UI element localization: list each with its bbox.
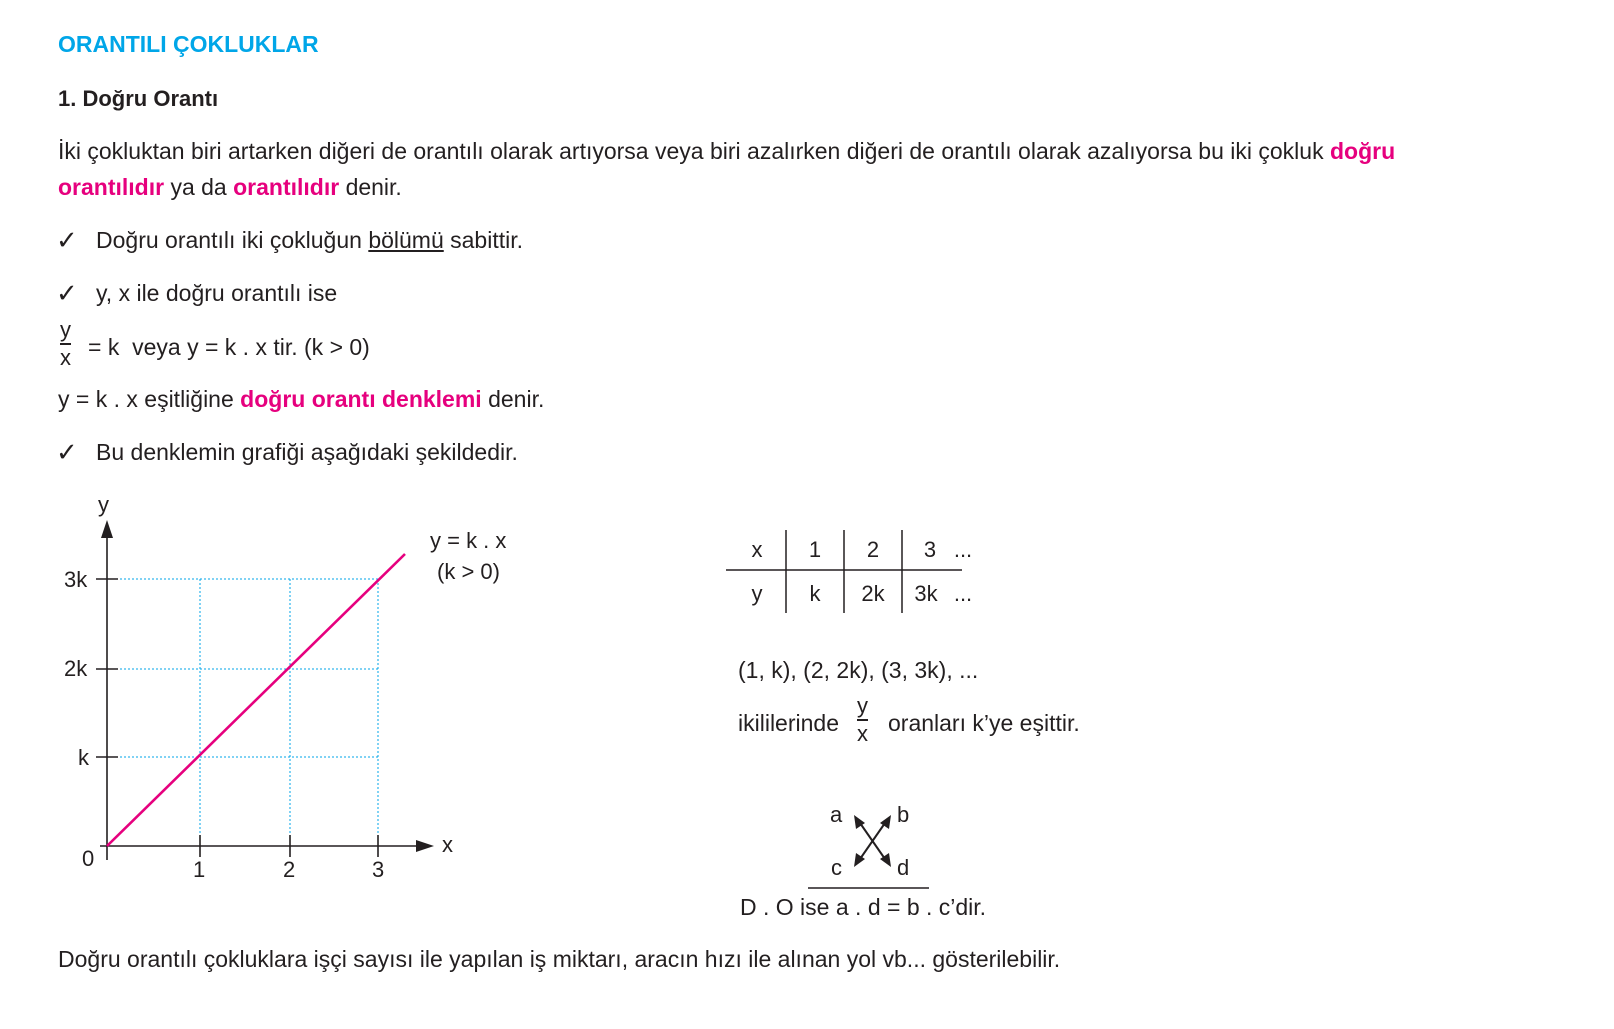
intro-highlight-orantilidir-2: orantılıdır (233, 174, 340, 200)
y-tick-label-2k: 2k (64, 656, 88, 681)
table-ellipsis: ... (953, 537, 973, 562)
intro-line-1 (58, 136, 1395, 166)
table-ellipsis: ... (953, 581, 973, 606)
check-icon: ✓ (56, 225, 78, 255)
cross-label-d: d (897, 855, 910, 880)
x-tick-label-3: 3 (372, 857, 385, 882)
table-cell: 3k (914, 581, 938, 606)
bullet-1-text: Doğru orantılı iki çokluğun (96, 227, 362, 253)
ratio-numerator: y (857, 693, 868, 718)
cross-arrows (860, 823, 885, 859)
x-tick-label-1: 1 (193, 857, 206, 882)
formula-fraction (60, 318, 71, 370)
y-tick-label-3k: 3k (64, 567, 88, 592)
y-axis-arrow-icon (101, 520, 113, 538)
equation-text: y = k . x eşitliğine (58, 386, 234, 412)
cross-label-c: c (831, 855, 842, 880)
intro-highlight-dogru: doğru (1329, 138, 1396, 164)
value-table (720, 525, 990, 620)
intro-text-denir: denir. (345, 174, 402, 200)
ratio-text-before: ikililerinde (738, 710, 839, 736)
check-icon: ✓ (56, 437, 78, 467)
intro-text: İki çokluktan biri artarken diğeri de orantılı olarak artıyorsa veya biri azalırken diğeri de orantılı olarak azalıyorsa bu iki çokluk (58, 138, 1324, 164)
formula-text: = k veya y = k . x tir. (k > 0) (88, 334, 370, 360)
line-condition-label: (k > 0) (437, 559, 500, 584)
line-label: y = k . x (430, 528, 507, 553)
check-icon: ✓ (56, 278, 78, 308)
bullet-1-underlined: bölümü (368, 227, 444, 253)
intro-line-2 (58, 172, 402, 202)
intro-highlight-orantilidir-1: orantılıdır (58, 174, 165, 200)
table-header-x: x (751, 537, 763, 562)
ratio-text-after: oranları k’ye eşittir. (888, 710, 1080, 736)
proportion-graph (0, 480, 560, 900)
equation-after: denir. (488, 386, 545, 412)
table-cell: 2 (866, 537, 880, 562)
pairs-text: (1, k), (2, 2k), (3, 3k), ... (738, 657, 979, 683)
subtitle: 1. Doğru Orantı (58, 86, 219, 111)
table-cell: 2k (861, 581, 885, 606)
x-tick-label-2: 2 (283, 857, 296, 882)
table-header-y: y (751, 581, 763, 606)
bullet-3: Bu denklemin grafiği aşağıdaki şekildedir. (96, 439, 518, 465)
equation-highlight: doğru orantı denklemi (240, 386, 482, 412)
table-cell: k (809, 581, 821, 606)
x-axis-arrow-icon (416, 840, 434, 852)
ratio-fraction (857, 694, 868, 746)
bullet-1-after: sabittir. (450, 227, 524, 253)
intro-text-ya-da: ya da (170, 174, 227, 200)
cross-caption: D . O ise a . d = b . c’dir. (740, 894, 987, 920)
x-axis-label: x (442, 832, 453, 857)
cross-label-b: b (897, 802, 910, 827)
formula-denominator: x (60, 344, 71, 370)
table-cell: 3 (923, 537, 937, 562)
origin-label: 0 (82, 846, 95, 871)
bullet-2: y, x ile doğru orantılı ise (96, 280, 338, 306)
y-axis-label: y (98, 492, 109, 517)
ratio-denominator: x (857, 720, 868, 746)
section-title: ORANTILI ÇOKLUKLAR (58, 31, 319, 57)
equation-line (58, 384, 544, 414)
cross-multiplication-diagram (800, 795, 940, 895)
footer-text: Doğru orantılı çokluklara işçi sayısı ile yapılan iş miktarı, aracın hızı ile alınan yol vb... gösterilebilir. (58, 946, 1061, 972)
y-tick-label-k: k (78, 745, 89, 770)
cross-label-a: a (830, 802, 843, 827)
table-cell: 1 (808, 537, 822, 562)
formula-numerator: y (60, 317, 71, 342)
bullet-1 (96, 225, 523, 255)
line-y-equals-kx (107, 554, 405, 846)
